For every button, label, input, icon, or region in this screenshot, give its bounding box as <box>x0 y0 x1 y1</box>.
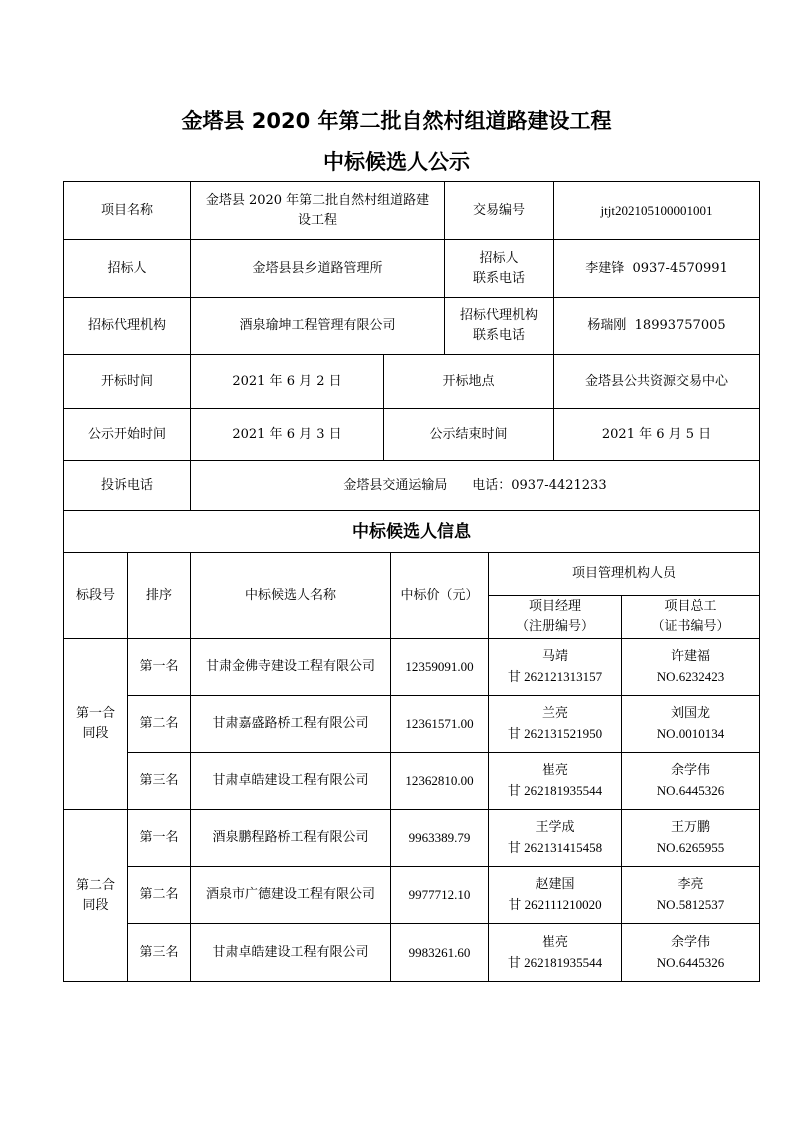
engineer-cell <box>622 696 760 753</box>
manager-header-line2: （注册编号） <box>515 619 594 634</box>
notice-period-row <box>64 409 760 461</box>
tenderer-value: 金塔县县乡道路管理所 <box>191 240 445 298</box>
candidates-section-title: 中标候选人信息 <box>64 511 760 553</box>
table-row <box>64 639 760 696</box>
lot-cell <box>64 639 128 810</box>
notice-start-label: 公示开始时间 <box>64 409 191 461</box>
lot-label-line1: 第二合 <box>75 877 115 893</box>
lot-label-line2: 同段 <box>82 897 109 913</box>
price-cell: 12361571.00 <box>391 696 489 753</box>
manager-cell <box>489 924 622 982</box>
engineer-name: 余学伟 <box>670 763 710 778</box>
price-cell: 9977712.10 <box>391 867 489 924</box>
tenderer-phone-label-line2: 联系电话 <box>473 270 526 286</box>
candidate-name-cell: 甘肃金佛寺建设工程有限公司 <box>191 639 391 696</box>
rank-cell: 第三名 <box>128 753 191 810</box>
engineer-name: 王万鹏 <box>670 820 710 835</box>
engineer-cert-no: NO.6445326 <box>656 954 725 970</box>
project-name-value: 金塔县 2020 年第二批自然村组道路建设工程 <box>191 182 445 240</box>
trade-no-value: jtjt202105100001001 <box>554 182 760 240</box>
candidate-name-cell: 酒泉市广德建设工程有限公司 <box>191 867 391 924</box>
table-row <box>64 753 760 810</box>
document-subtitle: 中标候选人公示 <box>323 150 470 174</box>
rank-cell: 第一名 <box>128 810 191 867</box>
manager-name: 兰亮 <box>541 706 568 721</box>
complaint-row <box>64 461 760 511</box>
open-place-label: 开标地点 <box>384 355 554 409</box>
lot-label-line2: 同段 <box>82 726 109 741</box>
manager-reg-no: 甘 262131521950 <box>507 726 603 741</box>
manager-name: 崔亮 <box>541 763 568 778</box>
project-info-table <box>63 181 760 511</box>
tenderer-phone-label-line1: 招标人 <box>479 250 519 266</box>
candidates-header-row <box>64 553 760 596</box>
trade-no-label: 交易编号 <box>445 182 554 240</box>
manager-name: 赵建国 <box>535 877 575 892</box>
engineer-cert-no: NO.0010134 <box>656 726 725 741</box>
agency-row <box>64 298 760 355</box>
lot-header: 标段号 <box>64 553 128 639</box>
engineer-cell <box>622 753 760 810</box>
manager-cell <box>489 639 622 696</box>
agency-label: 招标代理机构 <box>64 298 191 355</box>
agency-phone-label-line2: 联系电话 <box>473 328 526 343</box>
engineer-header-line1: 项目总工 <box>664 599 717 614</box>
agency-phone-label-line1: 招标代理机构 <box>460 308 539 323</box>
table-row <box>64 810 760 867</box>
manager-name: 马靖 <box>541 649 568 664</box>
tenderer-phone-label <box>445 240 554 298</box>
complaint-label: 投诉电话 <box>64 461 191 511</box>
rank-cell: 第三名 <box>128 924 191 982</box>
manager-reg-no: 甘 262181935544 <box>507 783 603 798</box>
candidate-name-cell: 甘肃卓皓建设工程有限公司 <box>191 753 391 810</box>
price-cell: 12359091.00 <box>391 639 489 696</box>
notice-end-value: 2021 年 6 月 5 日 <box>554 409 760 461</box>
lot-label-line1: 第一合 <box>75 706 115 721</box>
engineer-cert-no: NO.5812537 <box>656 897 725 912</box>
manager-reg-no: 甘 262111210020 <box>508 897 602 912</box>
document-title: 金塔县 2020 年第二批自然村组道路建设工程 <box>181 109 612 133</box>
engineer-name: 刘国龙 <box>670 706 710 721</box>
manager-cell <box>489 810 622 867</box>
agency-phone-label <box>445 298 554 355</box>
price-cell: 9983261.60 <box>391 924 489 982</box>
candidate-name-cell: 甘肃嘉盛路桥工程有限公司 <box>191 696 391 753</box>
open-time-row <box>64 355 760 409</box>
candidates-section-row <box>64 511 760 553</box>
table-row <box>64 867 760 924</box>
engineer-header-line2: （证书编号） <box>651 619 730 634</box>
engineer-cert-no: NO.6265955 <box>656 840 725 855</box>
engineer-header <box>622 596 760 639</box>
price-header: 中标价（元） <box>391 553 489 639</box>
open-time-label: 开标时间 <box>64 355 191 409</box>
table-row <box>64 924 760 982</box>
engineer-name: 李亮 <box>677 877 704 892</box>
engineer-cert-no: NO.6445326 <box>656 783 725 798</box>
engineer-name: 许建福 <box>670 649 710 664</box>
rank-cell: 第一名 <box>128 639 191 696</box>
tenderer-label: 招标人 <box>64 240 191 298</box>
engineer-cell <box>622 639 760 696</box>
agency-phone-value: 杨瑞刚 18993757005 <box>554 298 760 355</box>
price-cell: 9963389.79 <box>391 810 489 867</box>
manager-cell <box>489 867 622 924</box>
manager-cell <box>489 753 622 810</box>
candidate-name-cell: 甘肃卓皓建设工程有限公司 <box>191 924 391 982</box>
engineer-name: 余学伟 <box>670 934 710 950</box>
tenderer-row <box>64 240 760 298</box>
open-place-value: 金塔县公共资源交易中心 <box>554 355 760 409</box>
project-name-row <box>64 182 760 240</box>
price-cell: 12362810.00 <box>391 753 489 810</box>
notice-start-value: 2021 年 6 月 3 日 <box>191 409 384 461</box>
lot-cell <box>64 810 128 982</box>
open-time-value: 2021 年 6 月 2 日 <box>191 355 384 409</box>
manager-name: 崔亮 <box>541 934 568 950</box>
engineer-cert-no: NO.6232423 <box>656 669 725 684</box>
manager-header <box>489 596 622 639</box>
rank-cell: 第二名 <box>128 867 191 924</box>
candidates-table <box>63 510 760 982</box>
notice-end-label: 公示结束时间 <box>384 409 554 461</box>
engineer-cell <box>622 924 760 982</box>
manager-reg-no: 甘 262121313157 <box>507 669 603 684</box>
manager-reg-no: 甘 262181935544 <box>507 954 603 970</box>
engineer-cell <box>622 810 760 867</box>
manager-name: 王学成 <box>535 820 575 835</box>
name-header: 中标候选人名称 <box>191 553 391 639</box>
rank-header: 排序 <box>128 553 191 639</box>
tenderer-phone-value: 李建锋 0937-4570991 <box>554 240 760 298</box>
project-name-label: 项目名称 <box>64 182 191 240</box>
manager-header-line1: 项目经理 <box>528 599 581 614</box>
engineer-cell <box>622 867 760 924</box>
manager-cell <box>489 696 622 753</box>
rank-cell: 第二名 <box>128 696 191 753</box>
manager-reg-no: 甘 262131415458 <box>507 840 603 855</box>
agency-value: 酒泉瑜坤工程管理有限公司 <box>191 298 445 355</box>
table-row <box>64 696 760 753</box>
candidate-name-cell: 酒泉鹏程路桥工程有限公司 <box>191 810 391 867</box>
staff-header: 项目管理机构人员 <box>489 553 760 596</box>
complaint-value: 金塔县交通运输局 电话：0937-4421233 <box>191 461 760 511</box>
